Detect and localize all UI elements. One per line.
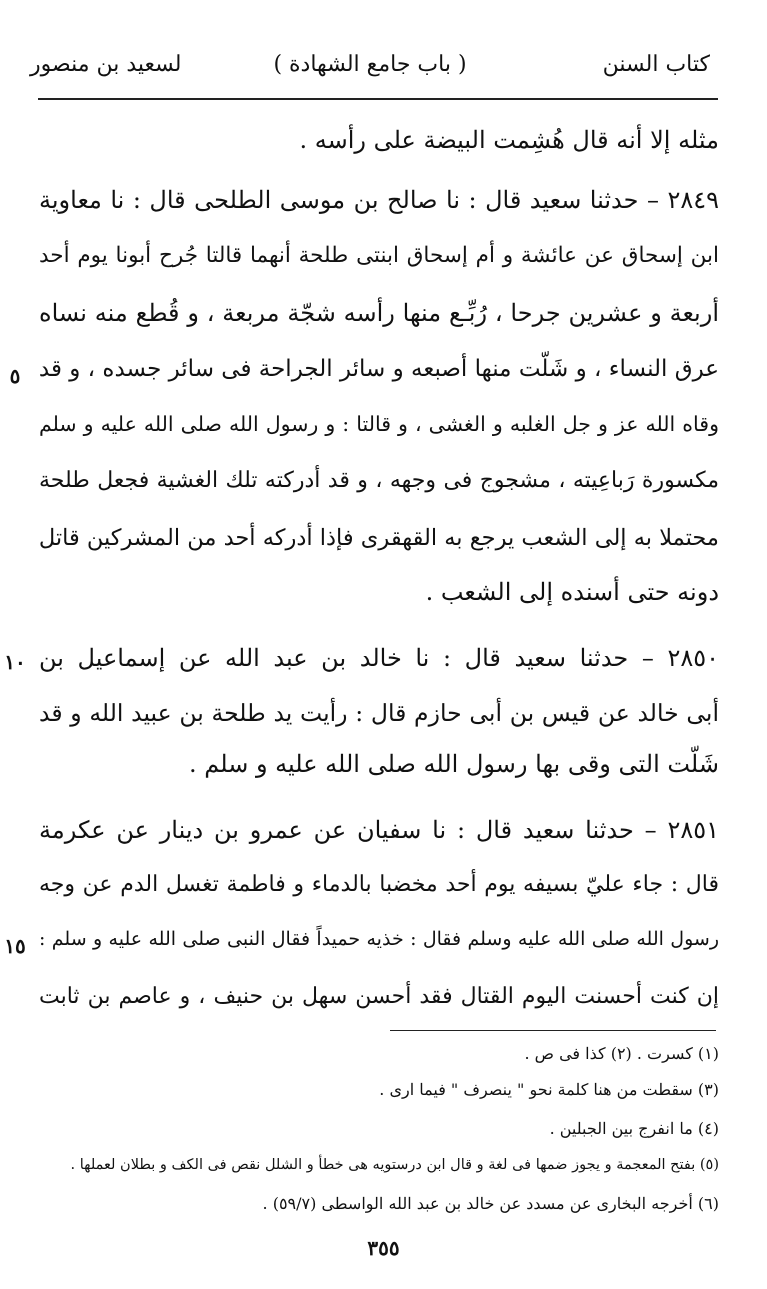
header-book-title: كتاب السنن <box>602 52 710 77</box>
page-number: ٣٥٥ <box>367 1236 400 1260</box>
margin-line-number: ٥ <box>9 364 21 388</box>
margin-line-number: ١٠ <box>4 650 26 674</box>
footnote-divider <box>390 1030 716 1031</box>
body-line: ابن إسحاق عن عائشة و أم إسحاق ابنتى طلحة أنهما قالتا جُرح أبونا يوم أحد <box>39 243 719 268</box>
footnote: (١) كسرت . (٢) كذا فى ص . <box>524 1044 719 1063</box>
hadith-2849-line: ٢٨٤٩ – حدثنا سعيد قال : نا صالح بن موسى الطلحى قال : نا معاوية <box>39 186 719 214</box>
footnote: (٣) سقطت من هنا كلمة نحو " ينصرف " فيما ارى . <box>379 1080 719 1099</box>
body-line: رسول الله صلى الله عليه وسلم فقال : خذيه حميداً فقال النبى صلى الله عليه و سلم : <box>39 928 719 950</box>
body-line: إن كنت أحسنت اليوم القتال فقد أحسن سهل بن حنيف ، و عاصم بن ثابت <box>39 984 719 1009</box>
body-line: وقاه الله عز و جل الغلبه و الغشى ، و قالتا : و رسول الله صلى الله عليه و سلم <box>39 412 719 436</box>
footnote: (٥) بفتح المعجمة و يجوز ضمها فى لغة و قال ابن درستويه هى خطأ و الشلل نقص فى الكف و بطلان لعملها . <box>70 1157 719 1173</box>
body-line: دونه حتى أسنده إلى الشعب . <box>425 578 719 606</box>
body-line: أبى خالد عن قيس بن أبى حازم قال : رأيت يد طلحة بن عبيد الله و قد <box>39 699 719 727</box>
body-line: محتملا به إلى الشعب يرجع به القهقرى فإذا أدركه أحد من المشركين قاتل <box>38 525 719 551</box>
margin-line-number: ١٥ <box>4 934 26 958</box>
header-author: لسعيد بن منصور <box>30 52 182 77</box>
body-line: عرق النساء ، و شَلّت منها أصبعه و سائر الجراحة فى سائر جسده ، و قد <box>38 356 719 382</box>
header-divider <box>38 98 718 100</box>
body-line: مكسورة رَباعِيته ، مشجوج فى وجهه ، و قد أدركته تلك الغشية فجعل طلحة <box>39 468 719 493</box>
header-chapter-title: ( باب جامع الشهادة ) <box>273 52 467 77</box>
body-line: مثله إلا أنه قال هُشِمت البيضة على رأسه . <box>299 126 719 154</box>
hadith-2851-line: ٢٨٥١ – حدثنا سعيد قال : نا سفيان عن عمرو بن دينار عن عكرمة <box>39 816 719 844</box>
hadith-2850-line: ٢٨٥٠ – حدثنا سعيد قال : نا خالد بن عبد الله عن إسماعيل بن <box>39 644 719 672</box>
footnote: (٤) ما انفرج بين الجبلين . <box>549 1119 719 1138</box>
body-line: قال : جاء عليّ بسيفه يوم أحد مخضبا بالدماء و فاطمة تغسل الدم عن وجه <box>39 872 719 897</box>
footnote: (٦) أخرجه البخارى عن مسدد عن خالد بن عبد الله الواسطى (٥٩/٧) . <box>262 1194 719 1213</box>
body-line: شَلّت التى وقى بها رسول الله صلى الله عليه و سلم . <box>189 750 719 778</box>
body-line: أربعة و عشرين جرحا ، رُبِّـع منها رأسه شجّة مربعة ، و قُطع منه نساه <box>39 299 719 327</box>
running-header <box>30 52 710 92</box>
